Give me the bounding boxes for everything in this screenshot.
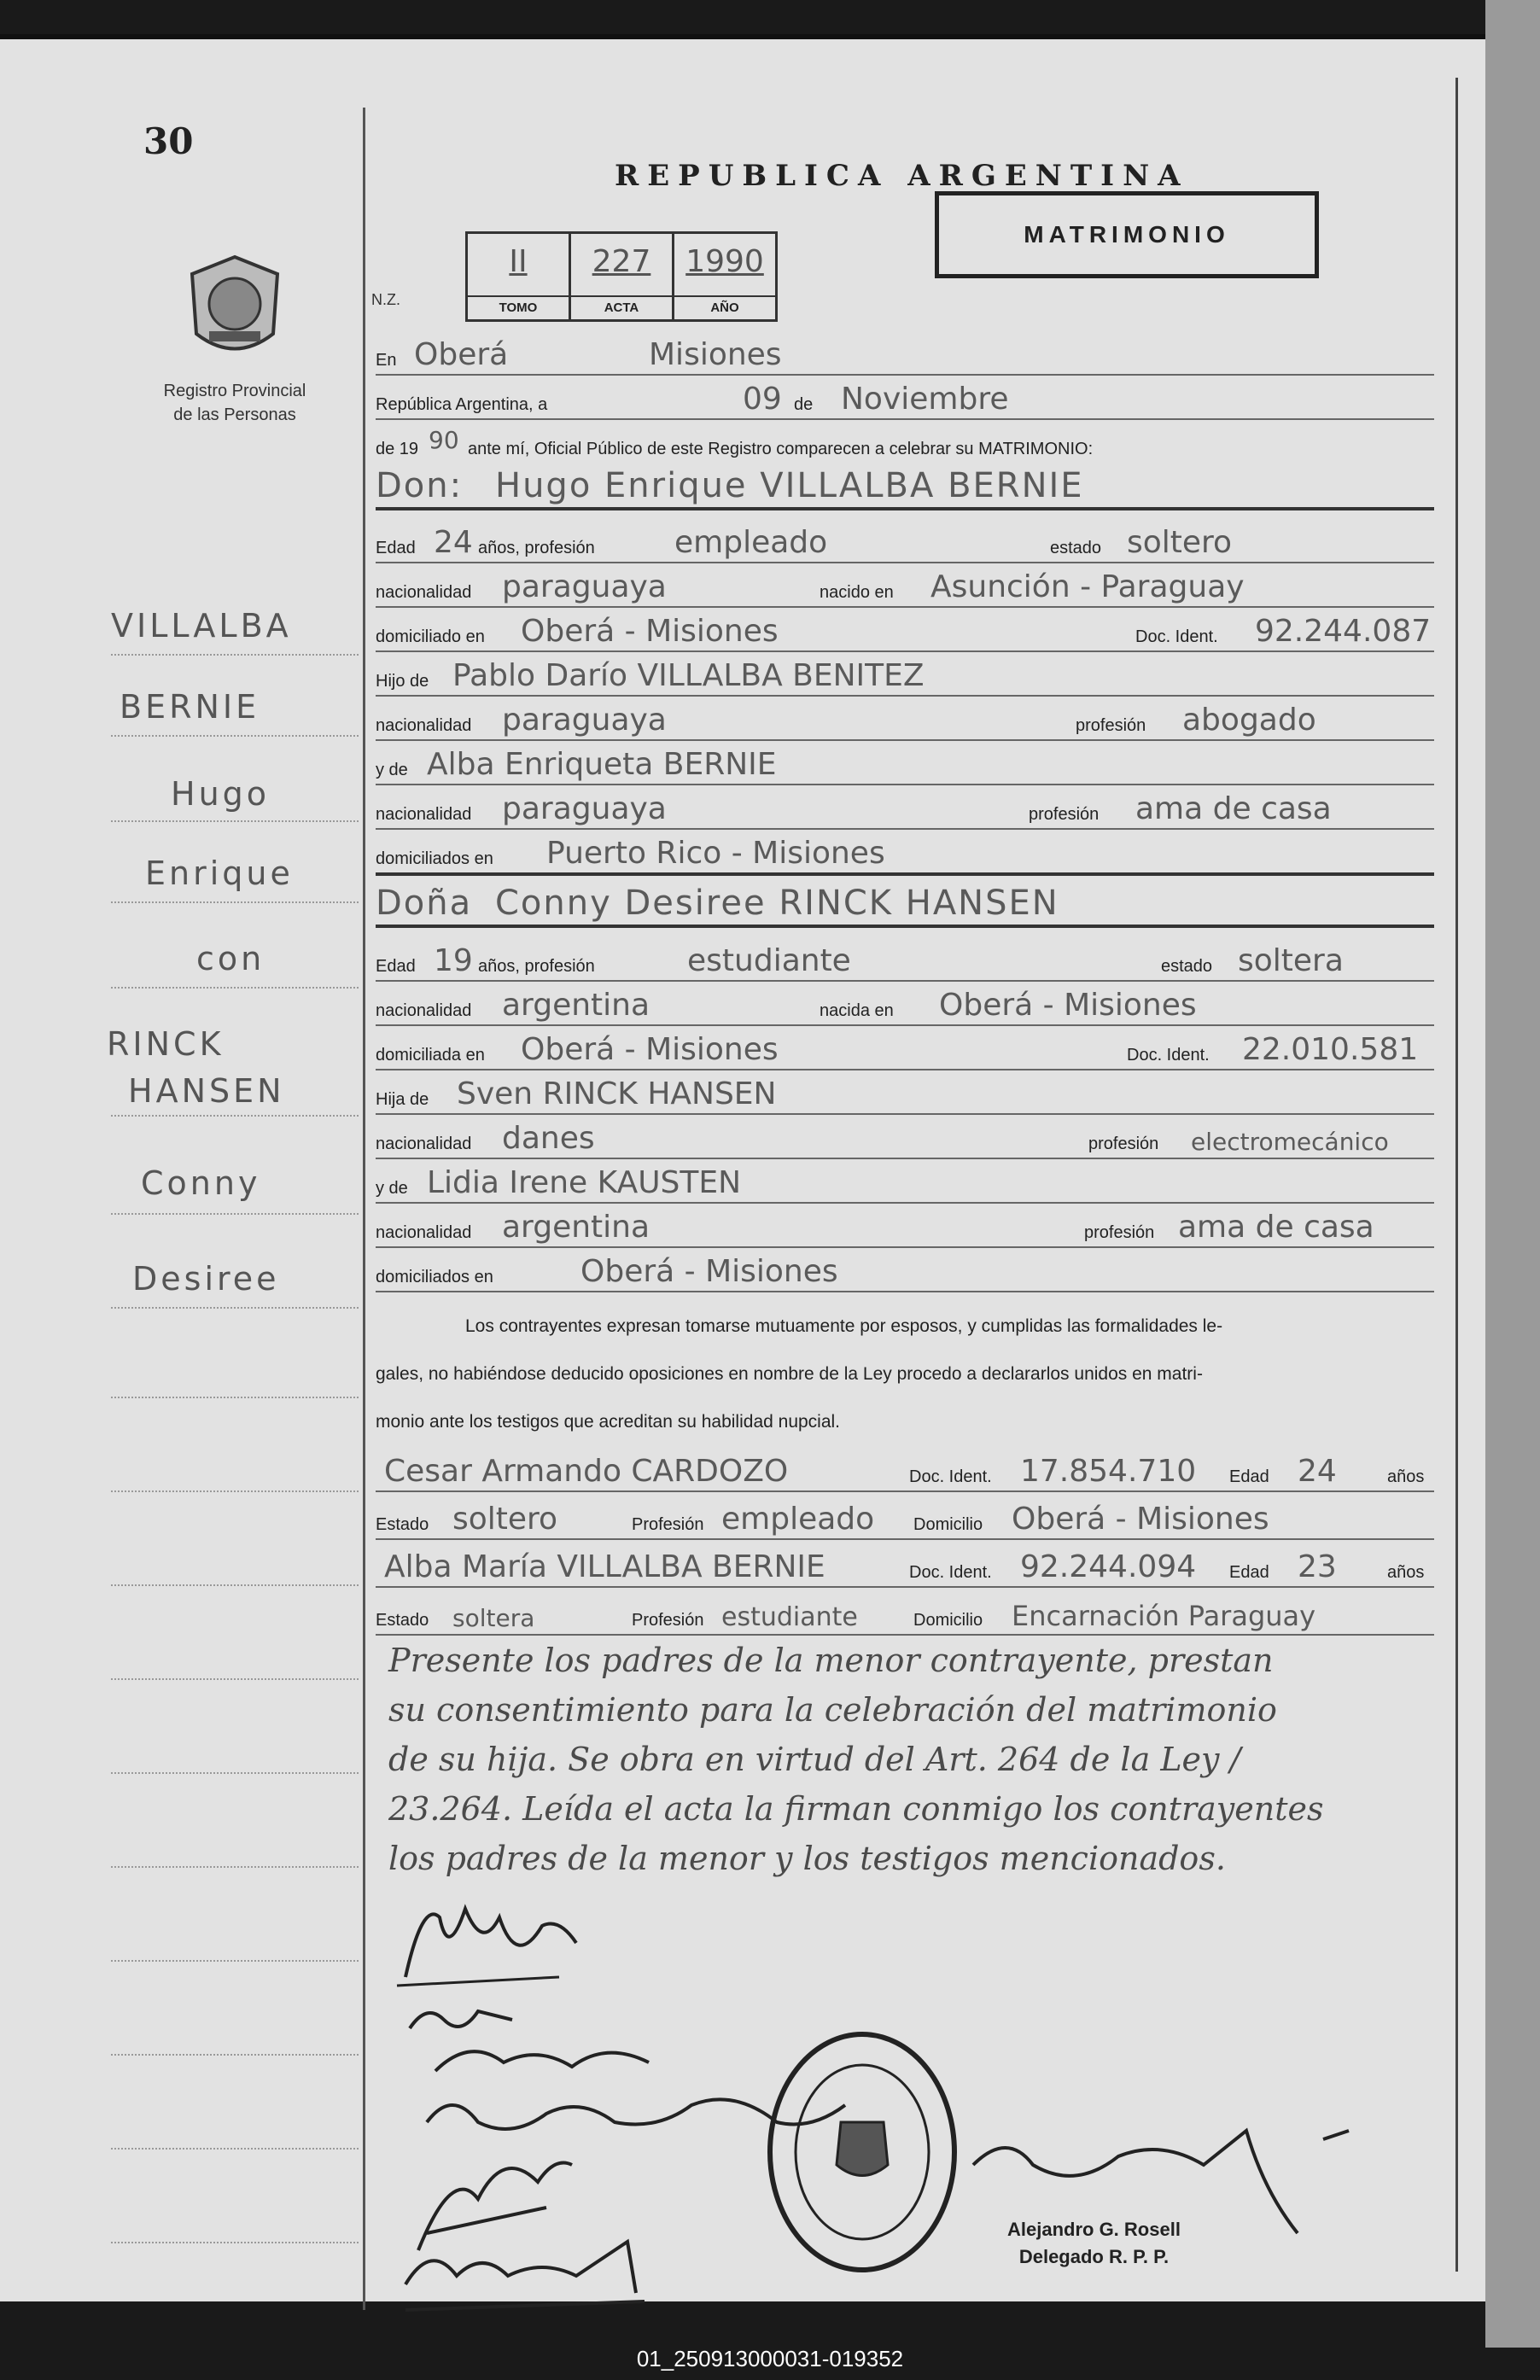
doc-label: Doc. Ident.: [909, 1563, 992, 1582]
witness-1-name: Cesar Armando CARDOZO: [384, 1454, 789, 1489]
edad-label: Edad: [1229, 1563, 1269, 1582]
groom-father-row: [376, 650, 1434, 697]
margin-rule: [111, 1960, 359, 1962]
domicilio-label: Domicilio: [913, 1515, 983, 1534]
witness-2-age: 23: [1298, 1549, 1337, 1584]
anio-label: AÑO: [674, 295, 775, 319]
acta-cell: [571, 234, 674, 319]
declaration-line-1: Los contrayentes expresan tomarse mutuamente por esposos, y cumplidas las formalidades le-: [465, 1316, 1223, 1336]
bride-father-profession: electromecánico: [1191, 1128, 1389, 1156]
groom-father-nationality: paraguaya: [502, 703, 667, 738]
official-stamp: [764, 2028, 960, 2276]
anios-label: años: [1387, 1467, 1425, 1486]
register-page: [0, 34, 1502, 2301]
bride-birthplace: Oberá - Misiones: [939, 988, 1197, 1023]
de-label: de: [794, 395, 814, 414]
witness-1-profession: empleado: [721, 1502, 875, 1537]
witness-2-status: soltera: [452, 1604, 535, 1632]
margin-rule: [111, 1397, 359, 1398]
margin-given-1: Hugo: [171, 775, 271, 813]
groom-mother-nat-row: [376, 784, 1434, 830]
margin-rule: [111, 1866, 359, 1868]
anio-value: 1990: [685, 244, 764, 279]
doc-label: Doc. Ident.: [1127, 1046, 1210, 1065]
margin-rule: [111, 2242, 359, 2243]
margin-rule: [111, 901, 359, 903]
groom-doc: 92.244.087: [1255, 614, 1432, 649]
bride-mother-profession: ama de casa: [1178, 1210, 1374, 1245]
groom-mother-profession: ama de casa: [1135, 791, 1332, 826]
profesion-label: profesión: [1029, 805, 1100, 824]
bride-name: Conny Desiree RINCK HANSEN: [495, 884, 1059, 923]
nacida-label: nacida en: [820, 1001, 894, 1020]
witness-2-doc: 92.244.094: [1020, 1549, 1197, 1584]
book-edge: [1485, 0, 1540, 2348]
bride-doc: 22.010.581: [1242, 1032, 1419, 1067]
margin-rule: [111, 1584, 359, 1586]
acta-value: 227: [592, 244, 651, 279]
place-row: [376, 330, 1434, 376]
domiciliada-label: domiciliada en: [376, 1046, 485, 1065]
year-suffix: 90: [429, 426, 459, 454]
profesion-label: Profesión: [632, 1611, 704, 1630]
groom-profession: empleado: [674, 525, 828, 560]
margin-surname-1: VILLALBA: [111, 607, 292, 645]
note-line-1: Presente los padres de la menor contrayente, prestan: [388, 1642, 1274, 1679]
domicilio-label: Domicilio: [913, 1611, 983, 1630]
margin-rule: [111, 2054, 359, 2056]
bride-mother-nat-row: [376, 1202, 1434, 1248]
official-name: Alejandro G. Rosell: [1007, 2219, 1181, 2240]
bride-status: soltera: [1238, 943, 1344, 978]
groom-status: soltero: [1127, 525, 1233, 560]
margin-rule: [111, 2148, 359, 2150]
groom-age-row: [376, 517, 1434, 563]
margin-surname-3: RINCK: [107, 1025, 225, 1063]
day-value: 09: [743, 382, 782, 417]
doc-label: Doc. Ident.: [1135, 627, 1218, 646]
hijo-label: Hijo de: [376, 672, 429, 691]
groom-age: 24: [434, 525, 473, 560]
margin-rule: [111, 1213, 359, 1215]
right-border: [1455, 78, 1458, 2272]
reference-box: [465, 231, 778, 322]
bride-domicile: Oberá - Misiones: [521, 1032, 779, 1067]
margin-rule: [111, 820, 359, 822]
nacionalidad-label: nacionalidad: [376, 1001, 472, 1020]
domiciliado-label: domiciliado en: [376, 627, 485, 646]
month-value: Noviembre: [841, 382, 1009, 417]
bride-age-row: [376, 936, 1434, 982]
bride-mother: Lidia Irene KAUSTEN: [427, 1165, 742, 1200]
hija-label: Hija de: [376, 1090, 429, 1109]
margin-rule: [111, 1490, 359, 1492]
handwritten-note: [388, 1636, 1447, 1883]
official-block: [1007, 2216, 1181, 2271]
anios-profesion-label: años, profesión: [478, 539, 595, 557]
groom-parents-domicile: Puerto Rico - Misiones: [546, 836, 885, 871]
estado-label: Estado: [376, 1611, 429, 1630]
anio-cell: [674, 234, 775, 319]
bride-nationality: argentina: [502, 988, 650, 1023]
acta-label: ACTA: [571, 295, 672, 319]
witness-1-doc: 17.854.710: [1020, 1454, 1197, 1489]
groom-nationality: paraguaya: [502, 569, 667, 604]
bride-signature: [401, 1994, 674, 2088]
province-value: Misiones: [649, 337, 782, 372]
document-title: REPUBLICA ARGENTINA: [615, 159, 1189, 193]
margin-divider: [363, 108, 365, 2310]
note-line-2: su consentimiento para la celebración del matrimonio: [388, 1691, 1277, 1729]
page-number: 30: [143, 120, 194, 162]
groom-domicile: Oberá - Misiones: [521, 614, 779, 649]
groom-name-row: [376, 463, 1434, 510]
bride-mother-row: [376, 1158, 1434, 1204]
official-role: Delegado R. P. P.: [1018, 2246, 1170, 2267]
en-label: En: [376, 351, 397, 370]
bride-title: Doña: [376, 884, 473, 923]
anios-label: años: [1387, 1563, 1425, 1582]
note-line-3: de su hija. Se obra en virtud del Art. 264 de la Ley /: [388, 1741, 1241, 1778]
margin-rule: [111, 1115, 359, 1117]
edad-label: Edad: [376, 539, 416, 557]
doc-label: Doc. Ident.: [909, 1467, 992, 1486]
groom-parents-domicile-row: [376, 828, 1434, 876]
tomo-cell: [468, 234, 571, 319]
estado-label: estado: [1050, 539, 1102, 557]
witness-1-details-row: [376, 1494, 1434, 1540]
bride-parents-domicile-row: [376, 1246, 1434, 1292]
margin-given-2: Enrique: [145, 855, 294, 892]
tomo-label: TOMO: [468, 295, 569, 319]
y-de-label: y de: [376, 1179, 408, 1198]
registry-label: [128, 379, 341, 427]
bride-profession: estudiante: [687, 943, 851, 978]
appearance-row: [376, 418, 1434, 463]
bride-father-nat-row: [376, 1113, 1434, 1159]
margin-con: con: [196, 940, 265, 977]
witness-1-age: 24: [1298, 1454, 1337, 1489]
groom-name: Hugo Enrique VILLALBA BERNIE: [495, 466, 1084, 505]
bride-age: 19: [434, 943, 473, 978]
groom-birthplace: Asunción - Paraguay: [930, 569, 1245, 604]
bride-father-nationality: danes: [502, 1121, 595, 1156]
margin-given-4: Desiree: [132, 1260, 280, 1298]
witness-2-row: [376, 1542, 1434, 1588]
declaration-paragraph: [376, 1303, 1434, 1446]
republica-label: República Argentina, a: [376, 395, 548, 414]
estado-label: Estado: [376, 1515, 429, 1534]
margin-rule: [111, 735, 359, 737]
year-prefix: de 19: [376, 440, 419, 458]
nacionalidad-label: nacionalidad: [376, 1135, 472, 1153]
edad-label: Edad: [376, 957, 416, 976]
nacionalidad-label: nacionalidad: [376, 805, 472, 824]
nacionalidad-label: nacionalidad: [376, 716, 472, 735]
edad-label: Edad: [1229, 1467, 1269, 1486]
anios-profesion-label: años, profesión: [478, 957, 595, 976]
tomo-value: II: [509, 244, 528, 279]
bride-parents-domicile: Oberá - Misiones: [580, 1254, 838, 1289]
date-row: [376, 374, 1434, 420]
margin-surname-2: BERNIE: [120, 688, 260, 726]
nacido-label: nacido en: [820, 583, 894, 602]
profesion-label: profesión: [1088, 1135, 1159, 1153]
bride-mother-nationality: argentina: [502, 1210, 650, 1245]
witness-2-profession: estudiante: [721, 1602, 858, 1632]
groom-mother: Alba Enriqueta BERNIE: [427, 747, 777, 782]
groom-mother-row: [376, 739, 1434, 785]
groom-father-profession: abogado: [1182, 703, 1316, 738]
bride-father: Sven RINCK HANSEN: [457, 1076, 777, 1111]
margin-rule: [111, 1307, 359, 1309]
margin-rule: [111, 1772, 359, 1774]
note-line-5: los padres de la menor y los testigos mencionados.: [388, 1840, 1226, 1877]
margin-surname-4: HANSEN: [128, 1072, 285, 1110]
groom-domicile-row: [376, 606, 1434, 652]
domiciliados-label: domiciliados en: [376, 1268, 493, 1286]
margin-rule: [111, 654, 359, 656]
groom-father-nat-row: [376, 695, 1434, 741]
margin-rule: [111, 1678, 359, 1680]
record-type-box: MATRIMONIO: [935, 191, 1319, 278]
nacionalidad-label: nacionalidad: [376, 1223, 472, 1242]
bride-domicile-row: [376, 1024, 1434, 1070]
witness-2-details-row: [376, 1590, 1434, 1636]
estado-label: estado: [1161, 957, 1213, 976]
profesion-label: profesión: [1076, 716, 1146, 735]
reference-prefix: N.Z.: [371, 291, 400, 308]
bride-nationality-row: [376, 980, 1434, 1026]
registry-line-2: de las Personas: [173, 405, 296, 424]
margin-rule: [111, 987, 359, 989]
groom-signature: [388, 1883, 593, 1994]
groom-nationality-row: [376, 562, 1434, 608]
witness-1-status: soltero: [452, 1502, 558, 1537]
profesion-label: Profesión: [632, 1515, 704, 1534]
declaration-line-2: gales, no habiéndose deducido oposiciones en nombre de la Ley procedo a declararlos unidos en matri-: [376, 1364, 1203, 1384]
nacionalidad-label: nacionalidad: [376, 583, 472, 602]
city-value: Oberá: [414, 337, 509, 372]
groom-mother-nationality: paraguaya: [502, 791, 667, 826]
profesion-label: profesión: [1084, 1223, 1155, 1242]
margin-given-3: Conny: [141, 1164, 261, 1202]
witness-2-name: Alba María VILLALBA BERNIE: [384, 1549, 825, 1584]
groom-father: Pablo Darío VILLALBA BENITEZ: [452, 658, 925, 693]
note-line-4: 23.264. Leída el acta la firman conmigo los contrayentes: [388, 1790, 1324, 1828]
appearance-text: ante mí, Oficial Público de este Registro comparecen a celebrar su MATRIMONIO:: [468, 440, 1094, 458]
provincial-seal-icon: [184, 253, 286, 368]
groom-title: Don:: [376, 466, 464, 505]
bride-father-row: [376, 1069, 1434, 1115]
declaration-line-3: monio ante los testigos que acreditan su habilidad nupcial.: [376, 1412, 841, 1432]
witness-2-signature: [388, 2225, 696, 2319]
registry-line-1: Registro Provincial: [163, 382, 306, 400]
y-de-label: y de: [376, 761, 408, 779]
witness-1-row: [376, 1446, 1434, 1492]
footer-code: 01_250913000031-019352: [636, 2346, 904, 2371]
bride-name-row: [376, 880, 1434, 928]
domiciliados-label: domiciliados en: [376, 849, 493, 868]
witness-2-domicile: Encarnación Paraguay: [1012, 1600, 1316, 1632]
witness-1-domicile: Oberá - Misiones: [1012, 1502, 1269, 1537]
